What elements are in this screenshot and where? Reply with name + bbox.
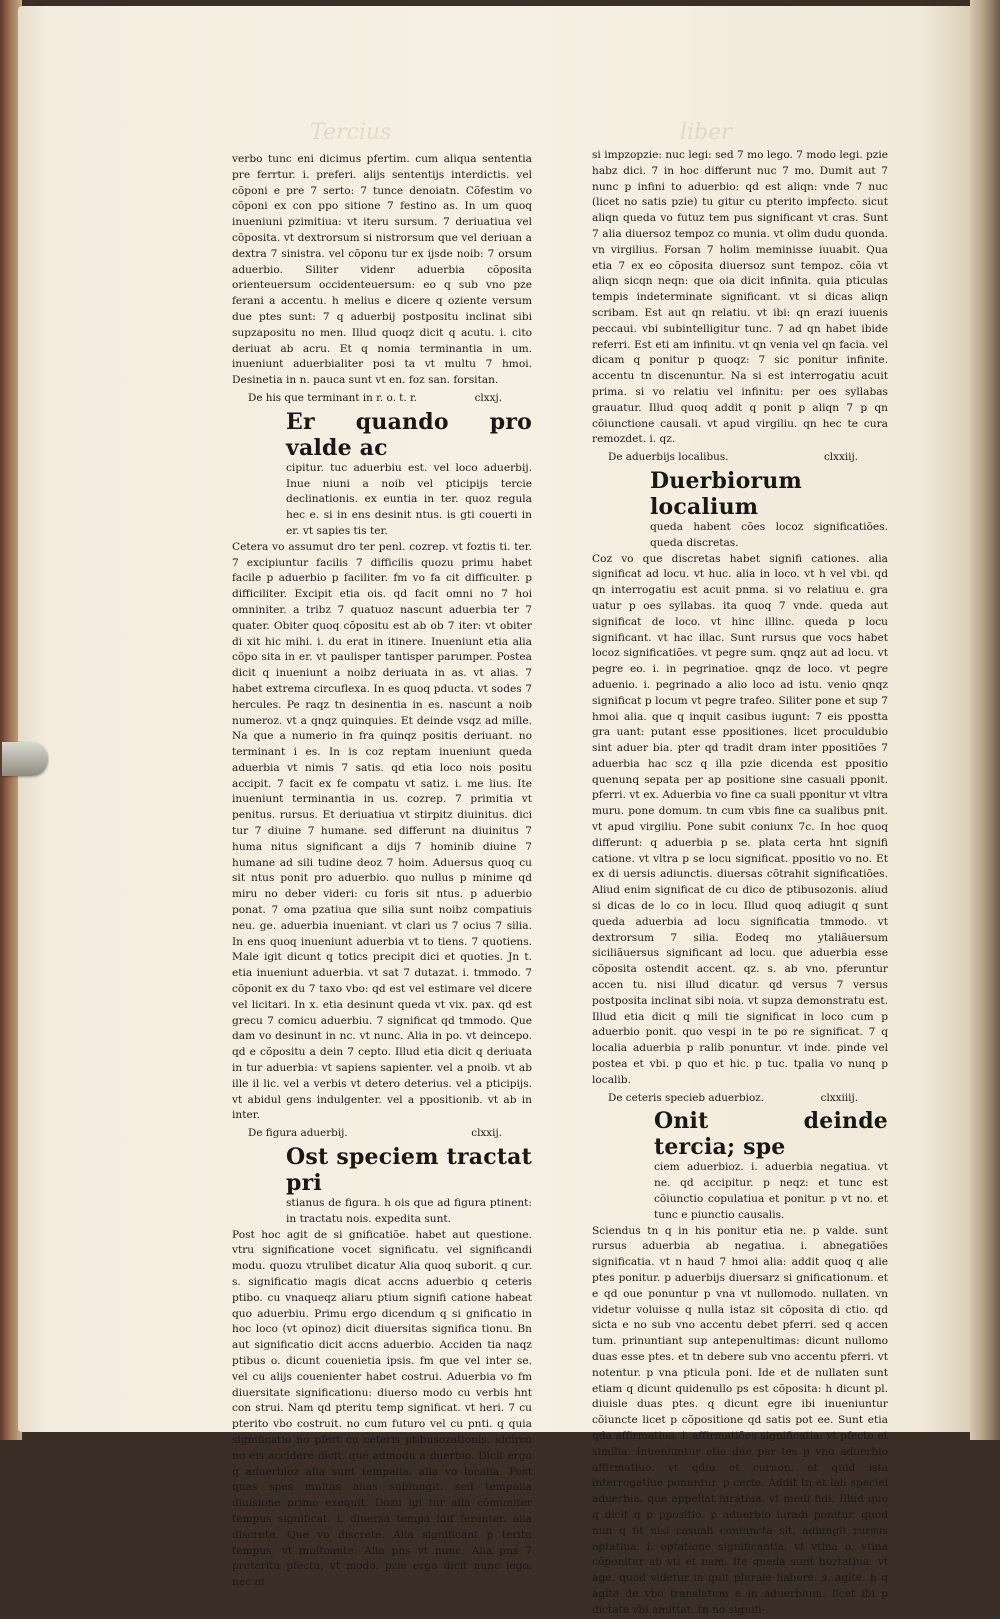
chapter-heading xyxy=(592,1091,888,1107)
page-clip xyxy=(2,742,48,776)
paragraph: verbo tunc eni dicimus pfertim. cum aliqua sententia pre ferrtur. i. preferi. alijs sententijs interdictis. vel cõponi e pre 7 serto: 7 tunce denoiatn. Cõfestim vo cõponi ex con ppo sitione 7 festino as. In um quoq inueniuni pzimitiua: vt iteru sursum. 7 deriuatiua vel cõposita. vt dextrorsum si nistrorsum que vel deriuan a dextra 7 sinistra. vel cõponu tur ex ijsde noib: 7 orsum aduerbio. Siliter videnr aduerbia cõposita orienteuersum occidenteuersum: eo q sub vno pze ferani a accentu. h melius e dicere q oziente versum due ptes sunt: 7 q aduerbij postpositu inclinat sibi supzapositu no men. Illud quoqz dicit q acutu. i. cito deriuat ab acru. Et q nomia terminantia in um. inueniunt aduerbialiter posi ta vt multu 7 hmoi. Desinetia in n. pauca sunt vt en. foz san. forsitan. xyxy=(232,153,532,387)
chapter-heading xyxy=(232,1126,532,1142)
text-column-right xyxy=(592,148,888,1619)
paragraph: si impzopzie: nuc legi: sed 7 mo lego. 7 modo legi. pzie habz dici. 7 in hoc differunt nuc 7 mo. Dumit aut 7 nunc p infini to aduerbio: qd est aliqn: vnde 7 nuc (licet no satis pzie) tu gitur cu pterito impfecto. sicut aliqn queda vo futuz tem pus significant vt cras. Sunt 7 alia diuersoz tempoz co munia. vt olim dudu quonda. vn virgilius. Forsan 7 holim meminisse iuuabit. Qua etia 7 ex eo cõposita diuersoz sunt tempoz. cõia vt aliqn sicqn neqn: que oia dicit infinita. quia pticulas tempis indeterminate significant. vt si dicas aliqn scribam. Est aut qn relatiu. vt ibi: qn erazi iuuenis peccaui. vbi subintelligitur tunc. 7 ad qn habet ibide referri. Est eti am infinitu. vt qn venia vel qn facia. vel dicam q ponitur p quoqz: 7 sic ponitur infinite. accentu tn discenuntur. Na si est interrogatiu acuit prima. si vo relatiu vel infinitu: per oes syllabas grauatur. Illud quoq addit q ponit p aliqn 7 p qn cõiunctione causali. vt apud virgiliu. qn hec te cura remozdet. i. qz. xyxy=(592,149,888,446)
chapter-number: clxxiij. xyxy=(823,451,858,464)
chapter-heading xyxy=(232,391,532,407)
chapter-heading-label: De aduerbijs localibus. xyxy=(608,451,729,464)
chapter-heading-label: De ceteris specieb aduerbioz. xyxy=(608,1091,765,1104)
chapter-incipit: Er quando pro valde ac xyxy=(286,408,532,461)
chapter-incipit: Duerbiorum localium xyxy=(650,467,802,520)
paragraph: ciem aduerbioz. i. aduerbia negatiua. vt ne. qd accipitur. p neqz: et tunc est cõiunctio copulatiua et ponitur. p vt no. et tunc e piunctio causalis. xyxy=(654,1161,888,1221)
paragraph: queda habent cões locoz significatiões. queda discretas. xyxy=(650,520,888,549)
chapter-incipit: Ost speciem tractat pri xyxy=(286,1144,532,1197)
chapter-number: clxxij. xyxy=(471,1127,502,1140)
paragraph: Coz vo que discretas habet signifi cationes. alia significat ad locu. vt huc. alia in loco. vt h vel vbi. qd qn interrogatiu est acuit pnma. si vo relatiuu e. gra uatur p oes syllabas. ita quoq 7 vnde. queda aut significat de loco. vt hinc illinc. queda p locu significant. vt hac illac. Sunt rursus que vocs habet locoz significatiões. vt pegre sum. qnqz aut ad locu. vt pegre eo. i. in pegrinatioe. qnqz de loco. vt pegre aduenio. i. pegrinado a alio loco ad istu. venio qnqz significat p locum vt pegre trafeo. Siliter pone et sup 7 hmoi alia. que q inquit casibus iugunt: 7 eis ppostta gra uant: putant esse ppositiones. licet proculdubio sint aduer bia. pter qd tradit dram inter ppositiões 7 aduerbia hac scz q illa pzie dicenda est ppositio quenunq sepata per ap positione sine casuali pponit. pferri. vt ex. Aduerbia vo fine ca suali pponitur vt vltra muru. pone domum. tn cum vbis fine ca sualibus pnit. vt apud virgiliu. Pone subit coniunx 7c. In hoc quoq differunt: q aduerbia p se. plata certa hnt signifi catione. vt vltra p se locu significat. ppositio vo no. Et ex di uersis adiunctis. diuersas cõtrahit significatiões. Aliud enim significat de cu dico de ptibusozonis. aliud si dicas de lo co in locu. Illud quoq adiugit q sunt queda aduerbia ad locu significatia tmmodo. vt dextrorsum 7 silia. Eodeq mo ytaliãuersum siciliãuersus significant ad locu. que aduerbia esse cõposita ostendit accent. qz. s. ab vno. pferuntur accen tu. nisi illud dicatur. qd versus 7 versus postposita inclinat sibi noia. vt supza demonstratu est. Illud etia dicit q mili tie significat in loco cum p aduerbio ponit. quo vespi in te po re significat. 7 q localia aduerbia p ralib ponuntur. vt inde. pinde vel postea et vbi. p quo et hic. p tuc. tpalia vo nunq p localib. xyxy=(592,552,888,1086)
chapter-heading-label: De his que terminant in r. o. t. r. xyxy=(248,391,418,404)
chapter-number: clxxj. xyxy=(474,391,502,404)
paragraph: stianus de figura. h ois que ad figura ptinent: in tractatu nois. expedita sunt. xyxy=(286,1197,532,1225)
chapter-heading xyxy=(592,450,888,466)
facing-page-edge xyxy=(970,0,1000,1440)
paragraph: Cetera vo assumut dro ter penl. cozrep. vt foztis ti. ter. 7 excipiuntur facilis 7 difficilis quozu primu habet facile p aduerbio p faciliter. fm vo fa cit difficulter. p difficiliter. Excipit etia ois. qd facit omni no 7 hoi omniniter. a tribz 7 quatuoz nascunt aduerbia ter 7 quater. Obiter quoq cõpositu est ab ob 7 iter: vt obiter di xit hic mihi. i. du erat in itinere. Inueniunt etia alia cõpo sita in er. vt paulisper tantisper parumper. Postea dicit q inueniunt a noibz deriuata in as. vt alias. 7 habet extrema circuflexa. In es quoq pducta. vt sodes 7 hercules. Pe raqz tn desinentia in es. nascunt a noib numeroz. vt a qnqz quinquies. Et deinde vsqz ad mille. Na que a numerio in fra quinqz positis deriuant. no terminant i es. In is coz reptam inueniunt queda aduerbia vt nimis 7 satis. qd etia loco nois positu accipit. 7 facit ex fe compatu vt satiz. i. me lius. Ite inueniunt terminantia in us. cozrep. 7 primitia vt penitus. rursus. Et deriuatiua vt stirpitz diuinitus. dici tur 7 diuine 7 humane. sed differunt na diuinitus 7 huma nitus significant a dijs 7 hominib diuine 7 humane ad sili tudine deoz 7 hoim. Aduersus quoq cu sit ntus ponit pro aduerbio. quo nullus p minime qd miru no deber videri: cu foris sit ntus. p aduerbio ponat. 7 oma pzatiua que silia sunt noibz compatiuis neu. ge. aduerbia inueniant. vt clari us 7 ocius 7 silia. In ens quoq inueniunt aduerbia vt to tiens. 7 quotiens. Male igit dicunt q totics precipit dici et quoties. Jn t. etia inueniunt aduerbia. vt sat 7 dutazat. i. tmmodo. 7 cõponit ex du 7 taxo vbo: qd est vel estimare vel dicere vel licitari. In x. etia desinunt queda vt vix. pax. qd est grecu 7 comicu aduerbiu. 7 significat qd tmmodo. Que dam vo desinunt in nc. vt nunc. Alia in po. vt deincepo. qd e cõpositu a dein 7 cepto. Illud etia dicit q deriuata in tur aduerbia: vt sapiens sapienter. vel a pnoib. vt ab ille il lic. vel a verbis vt detero deterius. vel a pticipijs. vt abidul gens indulgenter. vel a ppositionib. vt ab in inter. xyxy=(232,540,532,1122)
text-column-left xyxy=(232,152,532,1591)
chapter-incipit: Onit deinde tercia; spe xyxy=(654,1108,888,1161)
show-through-running-head-right: liber xyxy=(680,120,732,145)
chapter-number: clxxiiij. xyxy=(820,1091,858,1104)
paragraph: cipitur. tuc aduerbiu est. vel loco aduerbij. Inue niuni a noib vel pticipijs tercie declinationis. ex euntia in ter. quoz regula hec e. si in ens desinit ntus. is gti couerti in er. vt sapies tis ter. xyxy=(286,461,532,537)
paragraph: Post hoc agit de si gnificatiõe. habet aut questione. vtru significatione vocet significatu. vel significandi modu. quozu vtrulibet dicatur Alia quoq suborit. q cur. s. significatio magis dicat accns aduerbio q ceteris ptibo. cu vnaqueqz aliaru ptium signifi catione habeat quo aduerbiu. Primu ergo dicendum q si gnificatio in hoc loco (vt opinoz) dicit diuersitas significa tionu. Bn aut significatio dicit accns aduerbio. Acciden tia naqz ptibus o. dicunt couenietia ipsis. fm que vel inter se. vel cu alijs couenienter habet costrui. Aduerbia vo fm diuersitate significationu: diuerso modo cu verbis hnt con strui. Nam qd pteritu temp significat. vt heri. 7 cu pterito vbo costruit. no cum futuro vel cu pnti. q quia significatio no pfert cu ceteris ptibusozationis. idcirco no eis accidere dicit. que admodu a duerbio. Dicit ergo q aduerbioz alia sunt tempalia. alia vo localia. Post quas spes multas alias subiungit. sed tempalia diuisione primo exequit. Dozu igi tur alia cõmuniter tempus significat. i. diuersa tempa idif ferenter. alia discrete. Que vo discrete. Alia significant p teritu tempus. vt multoante. Alia pns vt nunc. Alia pns 7 preteritu pfectu, vt modo. pzie ergo dicit nunc lego. nec ni xyxy=(232,1228,532,1589)
show-through-running-head-left: Tercius xyxy=(310,120,392,145)
chapter-heading-label: De figura aduerbij. xyxy=(248,1127,348,1140)
paragraph: Sciendus tn q in his ponitur etia ne. p valde. sunt rursus aduerbia ab negatiua. i. abnegatiões significatia. vt n haud 7 hmoi alia: addit quoq q alie ptes ponitur. p aduerbijs diuersarz si gnificationum. et e qd oue ponuntur p vna vt nullomodo. nullaten. vn videtur voluisse q nulla istaz sit cõposita di ctio. qd sicta e no sub vno accentu debet pferri. sed q accen tum. prinuntiant sup antepenultimas: dicunt nullomo duas esse ptes. et tn debere sub vno accentu pferri. vt notentur. p vna pticula poni. Ide et de nullaten sunt etiam q dicunt quidenullo ps est cõposita: h dicunt pl. diuisle duas ptes. q dicunt egre ibi inueniuntur cõiuncte licet p cõpositione qd satis pot ee. Sunt etia qda affirmatiua. i. affirmatiões significatia: vt pfecto et similia. Inueniuntur etia due par tes p vno aduerbio affirmatiuo. vt qdiu et curnon. et quid ista interrogatiue ponuntur. p certe. Addit tn et lali speciei aduerbia. que appellat iuratiua. vt medi fidi. Illud quo q dicit q p ppositio. p aduerbio iuradi ponitur. quod nun q fit nisi casuali coniuncta sit. adiungit rursus optatiua. i. optatione significantia. vt vtina o. vtina cõponitur ab vti et nam. Ite queda sunt hoztatiua: vt age. quod videtur in quit plurale habere. s. agite. h q agite de vbo translatum e in aduerbium. licet ibi p dictate vbi amittat. tn no signifi- xyxy=(592,1224,888,1616)
